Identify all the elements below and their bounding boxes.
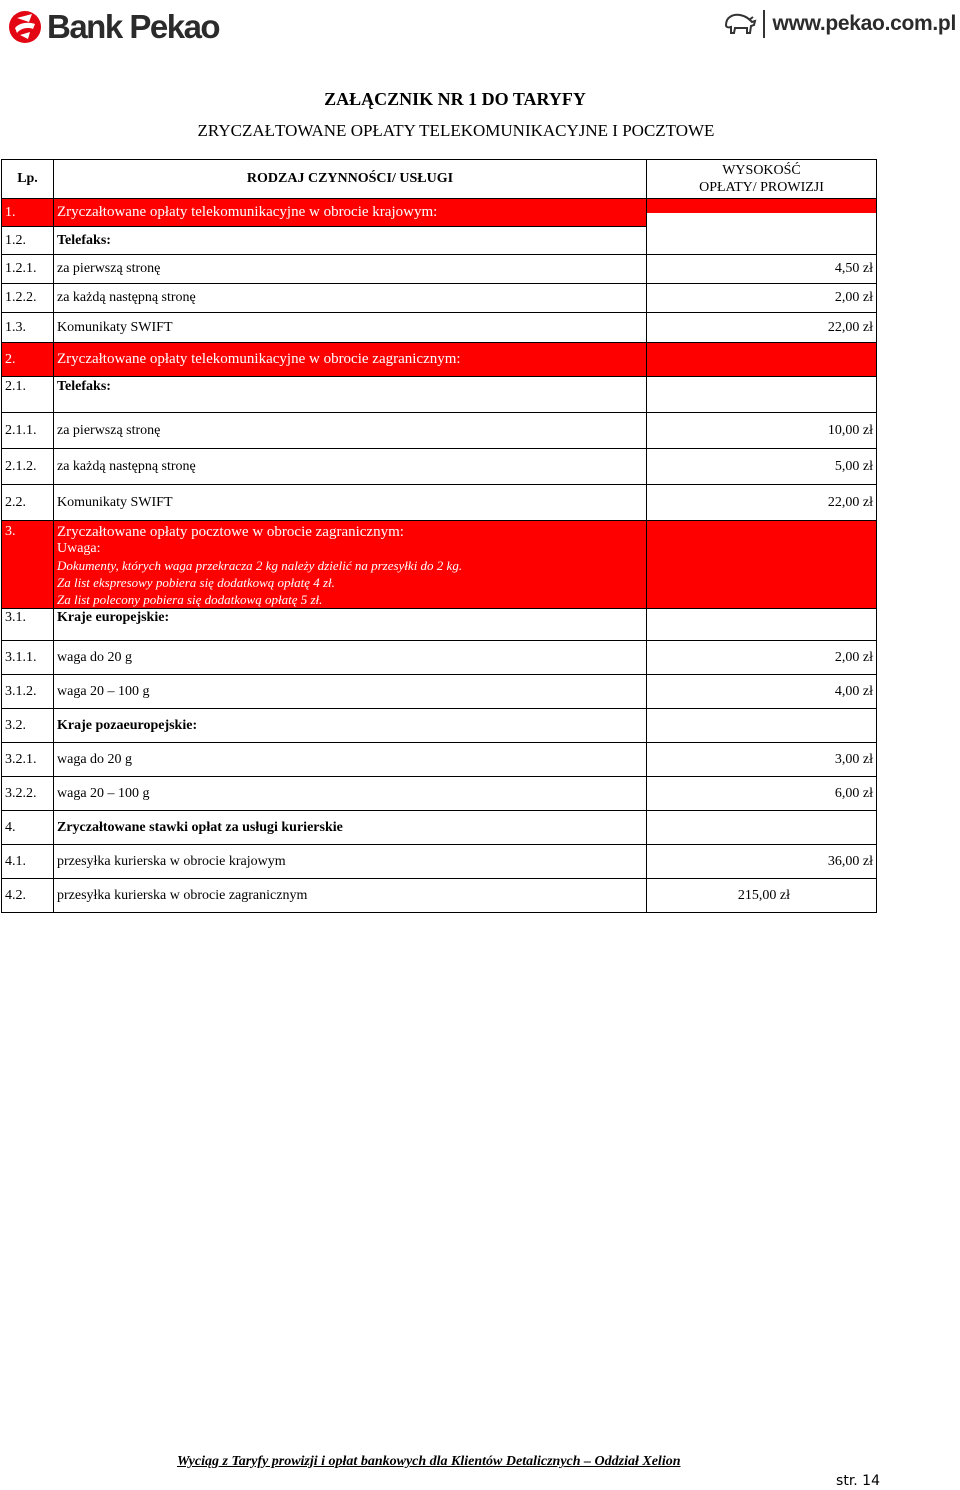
- row-service: Komunikaty SWIFT: [54, 313, 647, 343]
- row-service: Zryczałtowane opłaty telekomunikacyjne w obrocie krajowym:: [54, 199, 647, 227]
- document-subtitle: ZRYCZAŁTOWANE OPŁATY TELEKOMUNIKACYJNE I POCZTOWE: [197, 121, 715, 140]
- table-row: [2, 343, 877, 377]
- row-amount: 10,00 zł: [647, 413, 877, 449]
- row-service: Komunikaty SWIFT: [54, 485, 647, 521]
- table-row: [2, 675, 877, 709]
- pekao-logo-icon: [8, 10, 42, 44]
- row-amount: [647, 811, 877, 845]
- row-amount: 3,00 zł: [647, 743, 877, 777]
- site-link[interactable]: [723, 10, 956, 38]
- row-amount: [647, 709, 877, 743]
- row-lp: 4.1.: [2, 845, 54, 879]
- row-lp: 3.2.: [2, 709, 54, 743]
- table-row: [2, 641, 877, 675]
- row-amount: 2,00 zł: [647, 641, 877, 675]
- row-service: za każdą następną stronę: [54, 449, 647, 485]
- row-lp: 3.1.2.: [2, 675, 54, 709]
- row-service: waga do 20 g: [54, 641, 647, 675]
- row-amount: 36,00 zł: [647, 845, 877, 879]
- row-service: przesyłka kurierska w obrocie zagranicznym: [54, 879, 647, 913]
- row-lp: 3.1.1.: [2, 641, 54, 675]
- website-url[interactable]: www.pekao.com.pl: [772, 12, 956, 35]
- site-divider: [763, 10, 765, 38]
- row-service: Kraje pozaeuropejskie:: [54, 709, 647, 743]
- row-lp: 4.: [2, 811, 54, 845]
- row-lp: 1.2.1.: [2, 255, 54, 284]
- row-amount: [647, 377, 877, 413]
- table-row: [2, 811, 877, 845]
- row-lp: 4.2.: [2, 879, 54, 913]
- row-lp: 3.2.1.: [2, 743, 54, 777]
- header-lp: Lp.: [2, 160, 54, 199]
- row-amount: [647, 343, 877, 377]
- header-service: RODZAJ CZYNNOŚCI/ USŁUGI: [54, 160, 647, 199]
- row-service: Zryczałtowane opłaty pocztowe w obrocie zagranicznym:: [57, 524, 404, 540]
- row-service: waga do 20 g: [54, 743, 647, 777]
- row-service: przesyłka kurierska w obrocie krajowym: [54, 845, 647, 879]
- row-service: Telefaks:: [54, 377, 647, 413]
- row-service: waga 20 – 100 g: [54, 675, 647, 709]
- row-service: waga 20 – 100 g: [54, 777, 647, 811]
- row-lp: 2.: [2, 343, 54, 377]
- table-row: [2, 199, 877, 227]
- row-amount: [647, 199, 877, 255]
- note-line: Za list ekspresowy pobiera się dodatkową opłatę 4 zł.: [57, 575, 335, 590]
- row-lp: 3.1.: [2, 609, 54, 641]
- row-amount: 215,00 zł: [647, 879, 877, 913]
- row-lp: 1.3.: [2, 313, 54, 343]
- table-row: [2, 879, 877, 913]
- row-amount: 22,00 zł: [647, 313, 877, 343]
- bank-logo: [8, 8, 219, 46]
- table-row: [2, 313, 877, 343]
- table-header-row: [2, 160, 877, 199]
- row-amount: [647, 609, 877, 641]
- header-amount: WYSOKOŚĆ OPŁATY/ PROWIZJI: [647, 160, 877, 199]
- row-service-with-note: [54, 521, 647, 609]
- note-line: Dokumenty, których waga przekracza 2 kg należy dzielić na przesyłki do 2 kg.: [57, 558, 463, 573]
- row-amount: 4,50 zł: [647, 255, 877, 284]
- row-amount: 2,00 zł: [647, 284, 877, 313]
- table-row: [2, 609, 877, 641]
- table-row: [2, 485, 877, 521]
- table-row: [2, 255, 877, 284]
- row-lp: 2.2.: [2, 485, 54, 521]
- row-amount: 22,00 zł: [647, 485, 877, 521]
- row-service: Zryczałtowane stawki opłat za usługi kurierskie: [54, 811, 647, 845]
- table-row: [2, 709, 877, 743]
- row-amount: 4,00 zł: [647, 675, 877, 709]
- bison-icon: [723, 11, 757, 37]
- table-row: [2, 449, 877, 485]
- row-service: Telefaks:: [54, 227, 647, 255]
- table-row: [2, 845, 877, 879]
- row-lp: 3.2.2.: [2, 777, 54, 811]
- table-row: [2, 777, 877, 811]
- row-service: za każdą następną stronę: [54, 284, 647, 313]
- row-service: Kraje europejskie:: [54, 609, 647, 641]
- table-row: [2, 743, 877, 777]
- row-service: Zryczałtowane opłaty telekomunikacyjne w obrocie zagranicznym:: [54, 343, 647, 377]
- document-title: ZAŁĄCZNIK NR 1 DO TARYFY: [324, 89, 586, 109]
- note-title: Uwaga:: [57, 541, 101, 556]
- row-service: za pierwszą stronę: [54, 413, 647, 449]
- row-service: za pierwszą stronę: [54, 255, 647, 284]
- row-lp: 3.: [2, 521, 54, 609]
- note-line: Za list polecony pobiera się dodatkową opłatę 5 zł.: [57, 592, 323, 607]
- table-row: [2, 413, 877, 449]
- row-lp: 2.1.1.: [2, 413, 54, 449]
- table-row: [2, 521, 877, 609]
- page-footer: Wyciąg z Taryfy prowizji i opłat bankowych dla Klientów Detalicznych – Oddział Xelion: [177, 1454, 681, 1469]
- row-lp: 2.1.: [2, 377, 54, 413]
- logo-text: Bank Pekao: [47, 8, 220, 45]
- table-row: [2, 284, 877, 313]
- row-amount: 5,00 zł: [647, 449, 877, 485]
- row-lp: 1.2.: [2, 227, 54, 255]
- table-row: [2, 377, 877, 413]
- page-header: [0, 0, 960, 60]
- page-number: str. 14: [836, 1473, 880, 1489]
- row-lp: 2.1.2.: [2, 449, 54, 485]
- row-amount: [647, 521, 877, 609]
- row-lp: 1.: [2, 199, 54, 227]
- tariff-table: [1, 159, 877, 913]
- row-amount: 6,00 zł: [647, 777, 877, 811]
- row-lp: 1.2.2.: [2, 284, 54, 313]
